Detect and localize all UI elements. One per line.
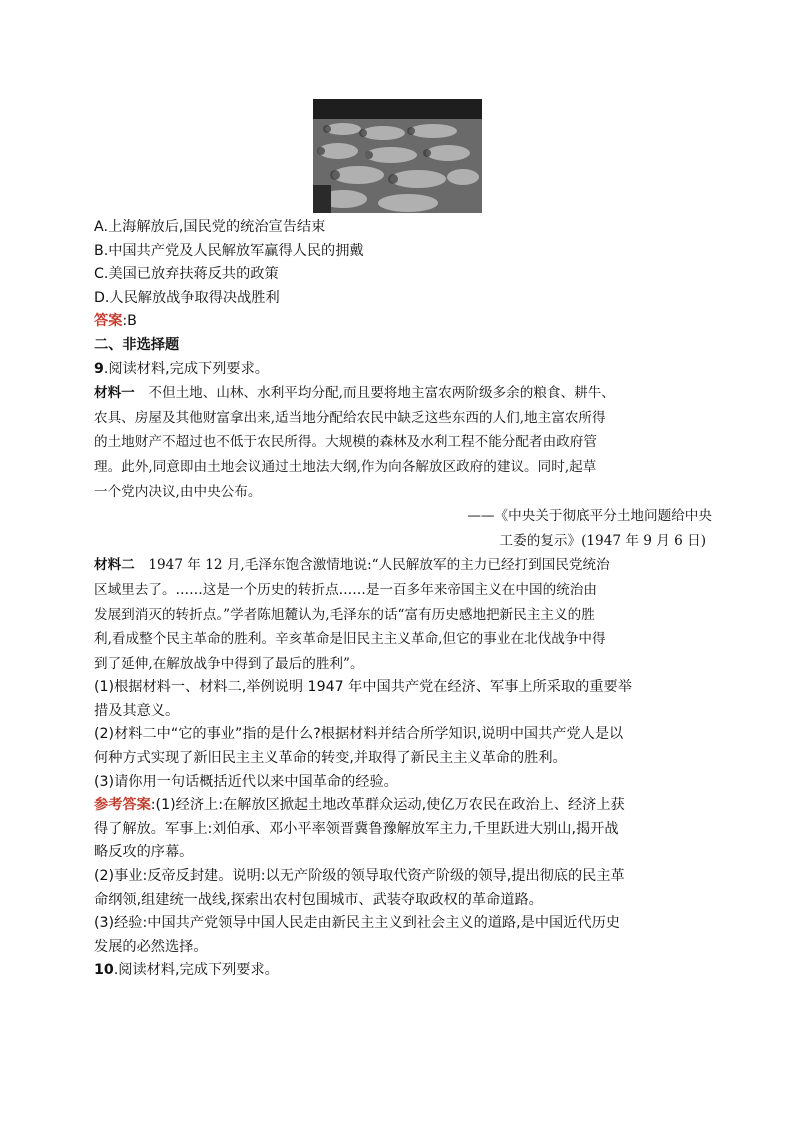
answer-label: 答案 (94, 313, 123, 330)
material1-line (94, 381, 714, 406)
material2-line (94, 553, 714, 578)
reference-answer-line: 略反攻的序幕。 (94, 844, 194, 861)
option-a: A.上海解放后,国民党的统治宣告结束 (94, 219, 326, 235)
material1-line: 农具、房屋及其他财富拿出来,适当地分配给农民中缺乏这些东西的人们,地主富农所得 (94, 409, 606, 426)
option-d: D.人民解放战争取得决战胜利 (94, 289, 280, 306)
reference-answer-line: 发展的必然选择。 (94, 938, 208, 955)
question-line: 措及其意义。 (94, 702, 180, 719)
document-body (94, 216, 714, 983)
question-line: (2)材料二中“它的事业”指的是什么?根据材料并结合所学知识,说明中国共产党人是以 (94, 726, 624, 743)
reference-answer-line: 得了解放。军事上:刘伯承、邓小平率领晋冀鲁豫解放军主力,千里跃进大别山,揭开战 (94, 820, 619, 837)
material2-line: 到了延伸,在解放战争中得到了最后的胜利”。 (94, 655, 364, 672)
answer-value: :B (122, 313, 137, 330)
question-line: (3)请你用一句话概括近代以来中国革命的经验。 (94, 773, 398, 790)
historical-photo (313, 99, 482, 213)
reference-answer-label: 参考答案 (94, 797, 151, 814)
section-title: 二、非选择题 (94, 336, 180, 353)
reference-answer-line: (2)事业:反帝反封建。说明:以无产阶级的领导取代资产阶级的领导,提出彻底的民主革 (94, 868, 625, 885)
q9-text: .阅读材料,完成下列要求。 (103, 360, 269, 377)
option-c: C.美国已放弃扶蒋反共的政策 (94, 266, 279, 283)
q9-number: 9 (94, 360, 104, 377)
photo-figures-illustration (313, 99, 482, 213)
material1-line: 一个党内决议,由中央公布。 (94, 483, 262, 500)
q9-prompt (94, 358, 714, 382)
reference-answer-line: (3)经验:中国共产党领导中国人民走由新民主主义到社会主义的道路,是中国近代历史 (94, 915, 620, 932)
question-line: 何种方式实现了新旧民主主义革命的转变,并取得了新民主主义革命的胜利。 (94, 750, 567, 767)
material2-line: 利,看成整个民主革命的胜利。辛亥革命是旧民主主义革命,但它的事业在北伐战争中得 (94, 631, 606, 648)
q10-text: .阅读材料,完成下列要求。 (113, 962, 279, 979)
material1-line: 的土地财产不超过也不低于农民所得。大规模的森林及水利工程不能分配者由政府管 (94, 434, 597, 451)
reference-answer-line (94, 794, 714, 818)
reference-answer-line: 命纲领,组建统一战线,探索出农村包围城市、武装夺取政权的革命道路。 (94, 891, 543, 908)
question-line: (1)根据材料一、材料二,举例说明 1947 年中国共产党在经济、军事上所采取的重要举 (94, 679, 632, 696)
q10-number: 10 (94, 962, 114, 979)
material2-line: 发展到消灭的转折点。”学者陈旭麓认为,毛泽东的话“富有历史感地把新民主主义的胜 (94, 606, 595, 623)
material2-label: 材料二 (94, 557, 135, 574)
q10-prompt (94, 959, 714, 983)
material2-line: 区域里去了。……这是一个历史的转折点……是一百多年来帝国主义在中国的统治由 (94, 581, 597, 598)
reference-answer-text: :(1)经济上:在解放区掀起土地改革群众运动,使亿万农民在政治上、经济上获 (150, 797, 625, 814)
material1-label: 材料一 (94, 385, 135, 402)
material1-source: ——《中央关于彻底平分土地问题给中央 (467, 508, 712, 525)
material2-text: 1947 年 12 月,毛泽东饱含激情地说:“人民解放军的主力已经打到国民党统治 (134, 557, 610, 574)
material1-line: 理。此外,同意即由土地会议通过土地法大纲,作为向各解放区政府的建议。同时,起草 (94, 458, 597, 475)
answer-line (94, 310, 714, 334)
material1-text: 不但土地、山林、水利平均分配,而且要将地主富农两阶级多余的粮食、耕牛、 (134, 385, 615, 402)
option-b: B.中国共产党及人民解放军赢得人民的拥戴 (94, 242, 364, 259)
material1-source: 工委的复示》(1947 年 9 月 6 日) (499, 532, 706, 549)
